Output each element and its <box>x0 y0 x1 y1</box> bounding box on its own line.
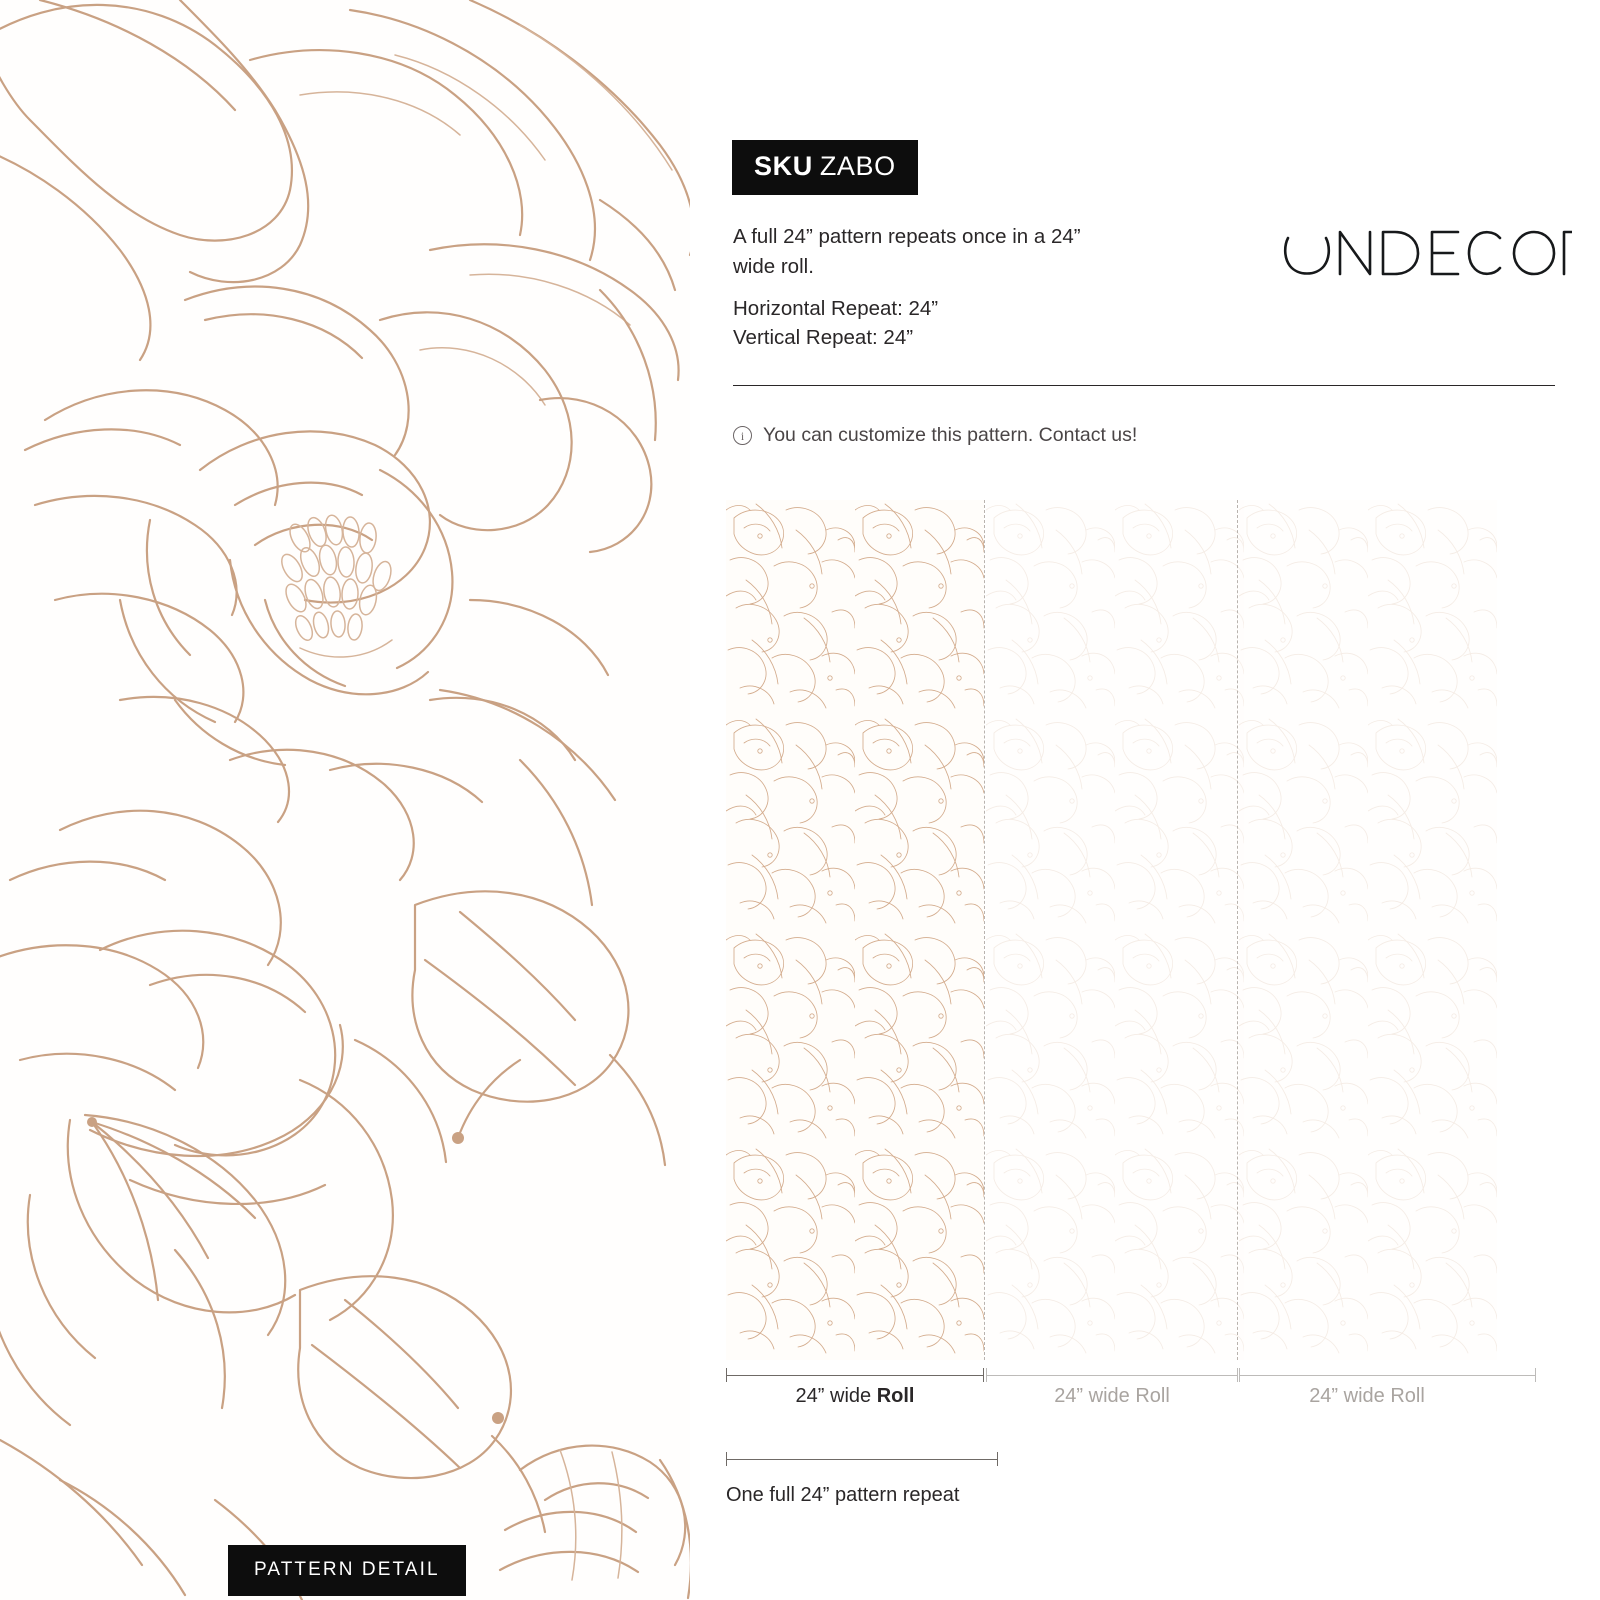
sku-label: SKU <box>754 151 813 181</box>
roll-width-measure-3 <box>1239 1368 1536 1382</box>
customize-note[interactable] <box>733 424 1137 447</box>
pattern-description: A full 24” pattern repeats once in a 24” wide roll. <box>733 225 1081 278</box>
roll-label-3 <box>1238 1385 1496 1408</box>
horizontal-repeat: Horizontal Repeat: 24” <box>733 297 939 320</box>
repeat-info <box>733 294 938 352</box>
pattern-detail-badge: PATTERN DETAIL <box>228 1545 466 1596</box>
roll-width-measure-2 <box>986 1368 1238 1382</box>
roll-preview-area <box>726 500 1536 1360</box>
roll-preview-1 <box>726 500 984 1360</box>
roll-divider-2 <box>1237 500 1238 1360</box>
roll-divider-1 <box>984 500 985 1360</box>
vertical-repeat: Vertical Repeat: 24” <box>733 326 914 349</box>
floral-line-art-artwork <box>0 0 690 1600</box>
section-divider <box>733 385 1555 386</box>
roll-label-1-prefix: 24” wide <box>795 1385 877 1407</box>
sku-value: ZABO <box>819 151 896 181</box>
roll-label-1 <box>726 1385 984 1408</box>
customize-note-text: You can customize this pattern. Contact us! <box>763 424 1138 446</box>
roll-preview-3 <box>1239 500 1497 1360</box>
info-icon: i <box>733 426 752 445</box>
pattern-repeat-measure <box>726 1452 998 1466</box>
roll-width-measure-1 <box>726 1368 984 1382</box>
spec-panel <box>690 0 1600 1600</box>
ondecor-logo <box>1282 222 1572 282</box>
sku-badge <box>732 140 918 195</box>
roll-label-2-prefix: 24” wide <box>1054 1385 1136 1407</box>
roll-label-1-strong: Roll <box>876 1385 915 1407</box>
roll-label-3-prefix: 24” wide <box>1309 1385 1391 1407</box>
pattern-detail-panel <box>0 0 690 1600</box>
roll-label-2-strong: Roll <box>1135 1385 1170 1407</box>
roll-label-3-strong: Roll <box>1390 1385 1425 1407</box>
roll-preview-2 <box>986 500 1244 1360</box>
pattern-repeat-label: One full 24” pattern repeat <box>726 1484 960 1506</box>
roll-label-2 <box>983 1385 1241 1408</box>
